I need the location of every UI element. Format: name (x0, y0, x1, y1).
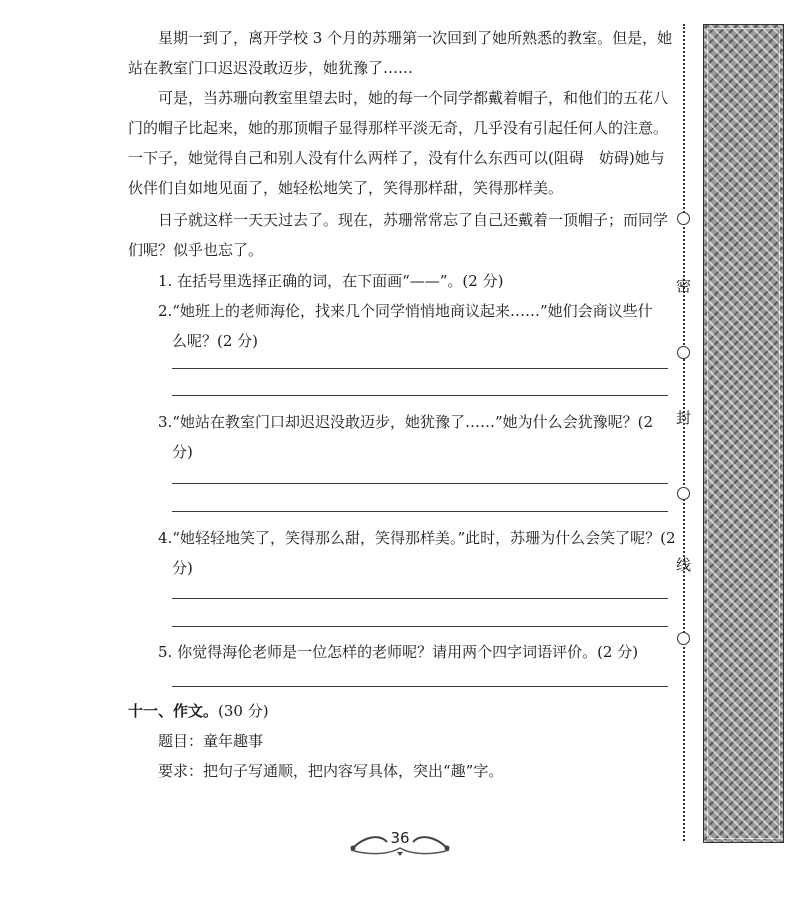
passage-line-7: 日子就这样一天天过去了。现在，苏珊常常忘了自己还戴着一顶帽子；而同学 (158, 211, 669, 229)
essay-requirement: 要求：把句子写通顺，把内容写具体，突出“趣”字。 (158, 762, 504, 780)
binding-char-feng: 封 (676, 409, 692, 427)
page-number: 36 (390, 829, 410, 847)
question-2-line-2: 么呢？(2 分) (172, 332, 259, 350)
essay-topic: 题目：童年趣事 (158, 732, 264, 750)
binding-circle-1 (677, 212, 690, 225)
answer-line-q3-1[interactable] (172, 483, 668, 484)
question-4-line-1: 4.“她轻轻地笑了，笑得那么甜，笑得那样美。”此时，苏珊为什么会笑了呢？(2 (158, 529, 676, 547)
question-2-line-1: 2.“她班上的老师海伦，找来几个同学悄悄地商议起来……”她们会商议些什 (158, 302, 653, 320)
essay-points: (30 分) (218, 702, 269, 720)
passage-line-3: 可是，当苏珊向教室里望去时，她的每一个同学都戴着帽子，和他们的五花八 (158, 89, 669, 107)
passage-line-1: 星期一到了，离开学校 3 个月的苏珊第一次回到了她所熟悉的教室。但是，她 (158, 29, 673, 47)
answer-line-q4-2[interactable] (172, 626, 668, 627)
answer-line-q5[interactable] (172, 686, 668, 687)
answer-line-q3-2[interactable] (172, 511, 668, 512)
answer-line-q2-2[interactable] (172, 395, 668, 396)
passage-line-2: 站在教室门口迟迟没敢迈步，她犹豫了…… (128, 59, 414, 77)
answer-line-q2-1[interactable] (172, 368, 668, 369)
question-5: 5. 你觉得海伦老师是一位怎样的老师呢？请用两个四字词语评价。(2 分) (158, 643, 639, 661)
passage-line-8: 们呢？似乎也忘了。 (128, 241, 264, 259)
passage-line-6: 伙伴们自如地见面了，她轻松地笑了，笑得那样甜，笑得那样美。 (128, 179, 564, 197)
question-1: 1. 在括号里选择正确的词，在下面画“——”。(2 分) (158, 272, 504, 290)
binding-char-xian: 线 (676, 556, 692, 574)
question-3-line-1: 3.“她站在教室门口却迟迟没敢迈步，她犹豫了……”她为什么会犹豫呢？(2 (158, 413, 654, 431)
binding-circle-3 (677, 487, 690, 500)
binding-dotted-line (683, 24, 685, 841)
decorative-side-band (703, 24, 784, 843)
essay-heading (128, 701, 269, 721)
binding-circle-4 (677, 632, 690, 645)
passage-line-5: 一下子，她觉得自己和别人没有什么两样了，没有什么东西可以(阻碍 妨碍)她与 (128, 149, 665, 167)
binding-char-mi: 密 (676, 277, 692, 295)
question-4-line-2: 分) (172, 559, 193, 577)
answer-line-q4-1[interactable] (172, 598, 668, 599)
essay-heading-text: 十一、作文。 (128, 702, 219, 720)
binding-circle-2 (677, 346, 690, 359)
passage-line-4: 门的帽子比起来，她的那顶帽子显得那样平淡无奇，几乎没有引起任何人的注意。 (128, 119, 669, 137)
question-3-line-2: 分) (172, 443, 193, 461)
